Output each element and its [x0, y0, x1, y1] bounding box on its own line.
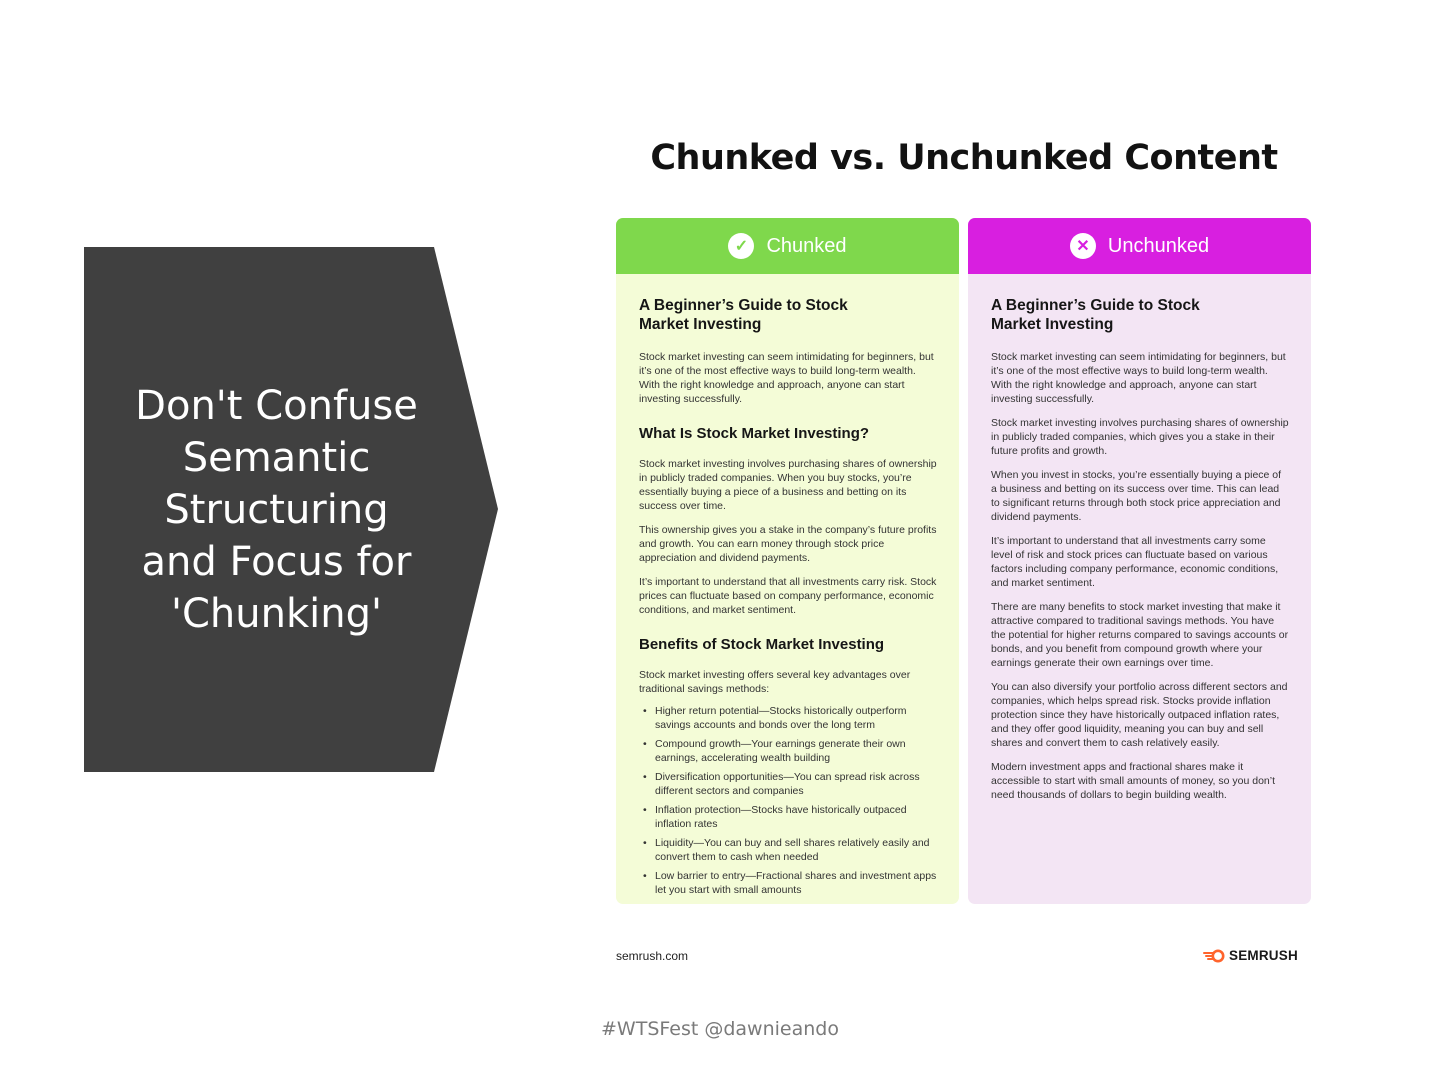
list-item: • Higher return potential—Stocks historically outperform savings accounts and bonds over the long term — [639, 704, 937, 732]
brand-name: SEMRUSH — [1229, 948, 1298, 963]
unchunked-label: Unchunked — [1107, 234, 1210, 257]
unchunked-panel — [968, 218, 1311, 904]
chunked-label: Chunked — [766, 234, 847, 257]
source-credit: semrush.com — [616, 949, 689, 963]
benefits-list — [639, 704, 937, 897]
x-icon: ✕ — [1070, 233, 1096, 259]
unchunked-paragraph: Modern investment apps and fractional shares make it accessible to start with small amounts of money, so you don’t need thousands of dollars to begin building wealth. — [991, 761, 1276, 801]
unchunked-paragraph: When you invest in stocks, you’re essentially buying a piece of a business and betting on its success over time. This can lead to significant returns through both stock price appreciation and dividend payments. — [991, 469, 1282, 523]
chunked-section-heading: Benefits of Stock Market Investing — [639, 636, 885, 653]
chunked-panel — [616, 218, 959, 904]
unchunked-paragraph: Stock market investing can seem intimidating for beginners, but it’s one of the most effective ways to build long-term wealth. With the right knowledge and approach, anyone can start investing successfully. — [991, 351, 1286, 405]
brand-logo — [1203, 948, 1298, 963]
unchunked-paragraph: You can also diversify your portfolio across different sectors and companies, which helps spread risk. Stocks provide inflation protection since they have historically outpaced inflation rates, and they offer good liquidity, meaning you can buy and sell shares and convert them to cash relatively easily. — [991, 681, 1288, 749]
semrush-flame-icon — [1203, 949, 1225, 963]
chunked-panel-body — [616, 274, 959, 897]
list-item: • Diversification opportunities—You can spread risk across different sectors and companies — [639, 770, 937, 798]
infographic-title: Chunked vs. Unchunked Content — [650, 138, 1278, 178]
unchunked-article-title: A Beginner’s Guide to Stock Market Investing — [991, 297, 1200, 333]
list-item: • Compound growth—Your earnings generate their own earnings, accelerating wealth building — [639, 737, 937, 765]
unchunked-paragraph: There are many benefits to stock market investing that make it attractive compared to traditional savings methods. You have the potential for higher returns compared to savings accounts or bonds, and you benefit from compound growth where your earnings generate their own earnings over time. — [991, 601, 1289, 669]
chunked-section-heading: What Is Stock Market Investing? — [639, 425, 870, 442]
unchunked-panel-header — [968, 218, 1311, 274]
list-item: • Low barrier to entry—Fractional shares and investment apps let you start with small amounts — [639, 869, 937, 897]
unchunked-paragraph: Stock market investing involves purchasing shares of ownership in publicly traded companies, which gives you a stake in their future profits and growth. — [991, 417, 1289, 457]
chunked-paragraph: Stock market investing offers several key advantages over traditional savings methods: — [639, 669, 911, 695]
slide-heading: Don't Confuse Semantic Structuring and Focus for 'Chunking' — [135, 382, 418, 637]
slide-footer: #WTSFest @dawnieando — [601, 1018, 839, 1040]
chunked-article-title: A Beginner’s Guide to Stock Market Investing — [639, 297, 848, 333]
chunked-paragraph: This ownership gives you a stake in the company’s future profits and growth. You can earn money through stock price appreciation and dividend payments. — [639, 524, 937, 564]
list-item: • Inflation protection—Stocks have historically outpaced inflation rates — [639, 803, 937, 831]
chunked-paragraph: Stock market investing involves purchasing shares of ownership in publicly traded companies. When you buy stocks, you’re essentially buying a piece of a business and betting on its success over time. — [639, 458, 937, 512]
chunked-panel-header — [616, 218, 959, 274]
unchunked-panel-body — [968, 274, 1311, 802]
chunked-paragraph: It’s important to understand that all investments carry risk. Stock prices can fluctuate based on company performance, economic conditions, and market sentiment. — [639, 576, 937, 616]
chunked-intro: Stock market investing can seem intimidating for beginners, but it’s one of the most effective ways to build long-term wealth. With the right knowledge and approach, anyone can start investing successfully. — [639, 351, 934, 405]
check-icon: ✓ — [728, 233, 754, 259]
unchunked-paragraph: It’s important to understand that all investments carry some level of risk and stock prices can fluctuate based on various factors including company performance, economic conditions, and market sentiment. — [991, 535, 1279, 589]
list-item: • Liquidity—You can buy and sell shares relatively easily and convert them to cash when needed — [639, 836, 937, 864]
